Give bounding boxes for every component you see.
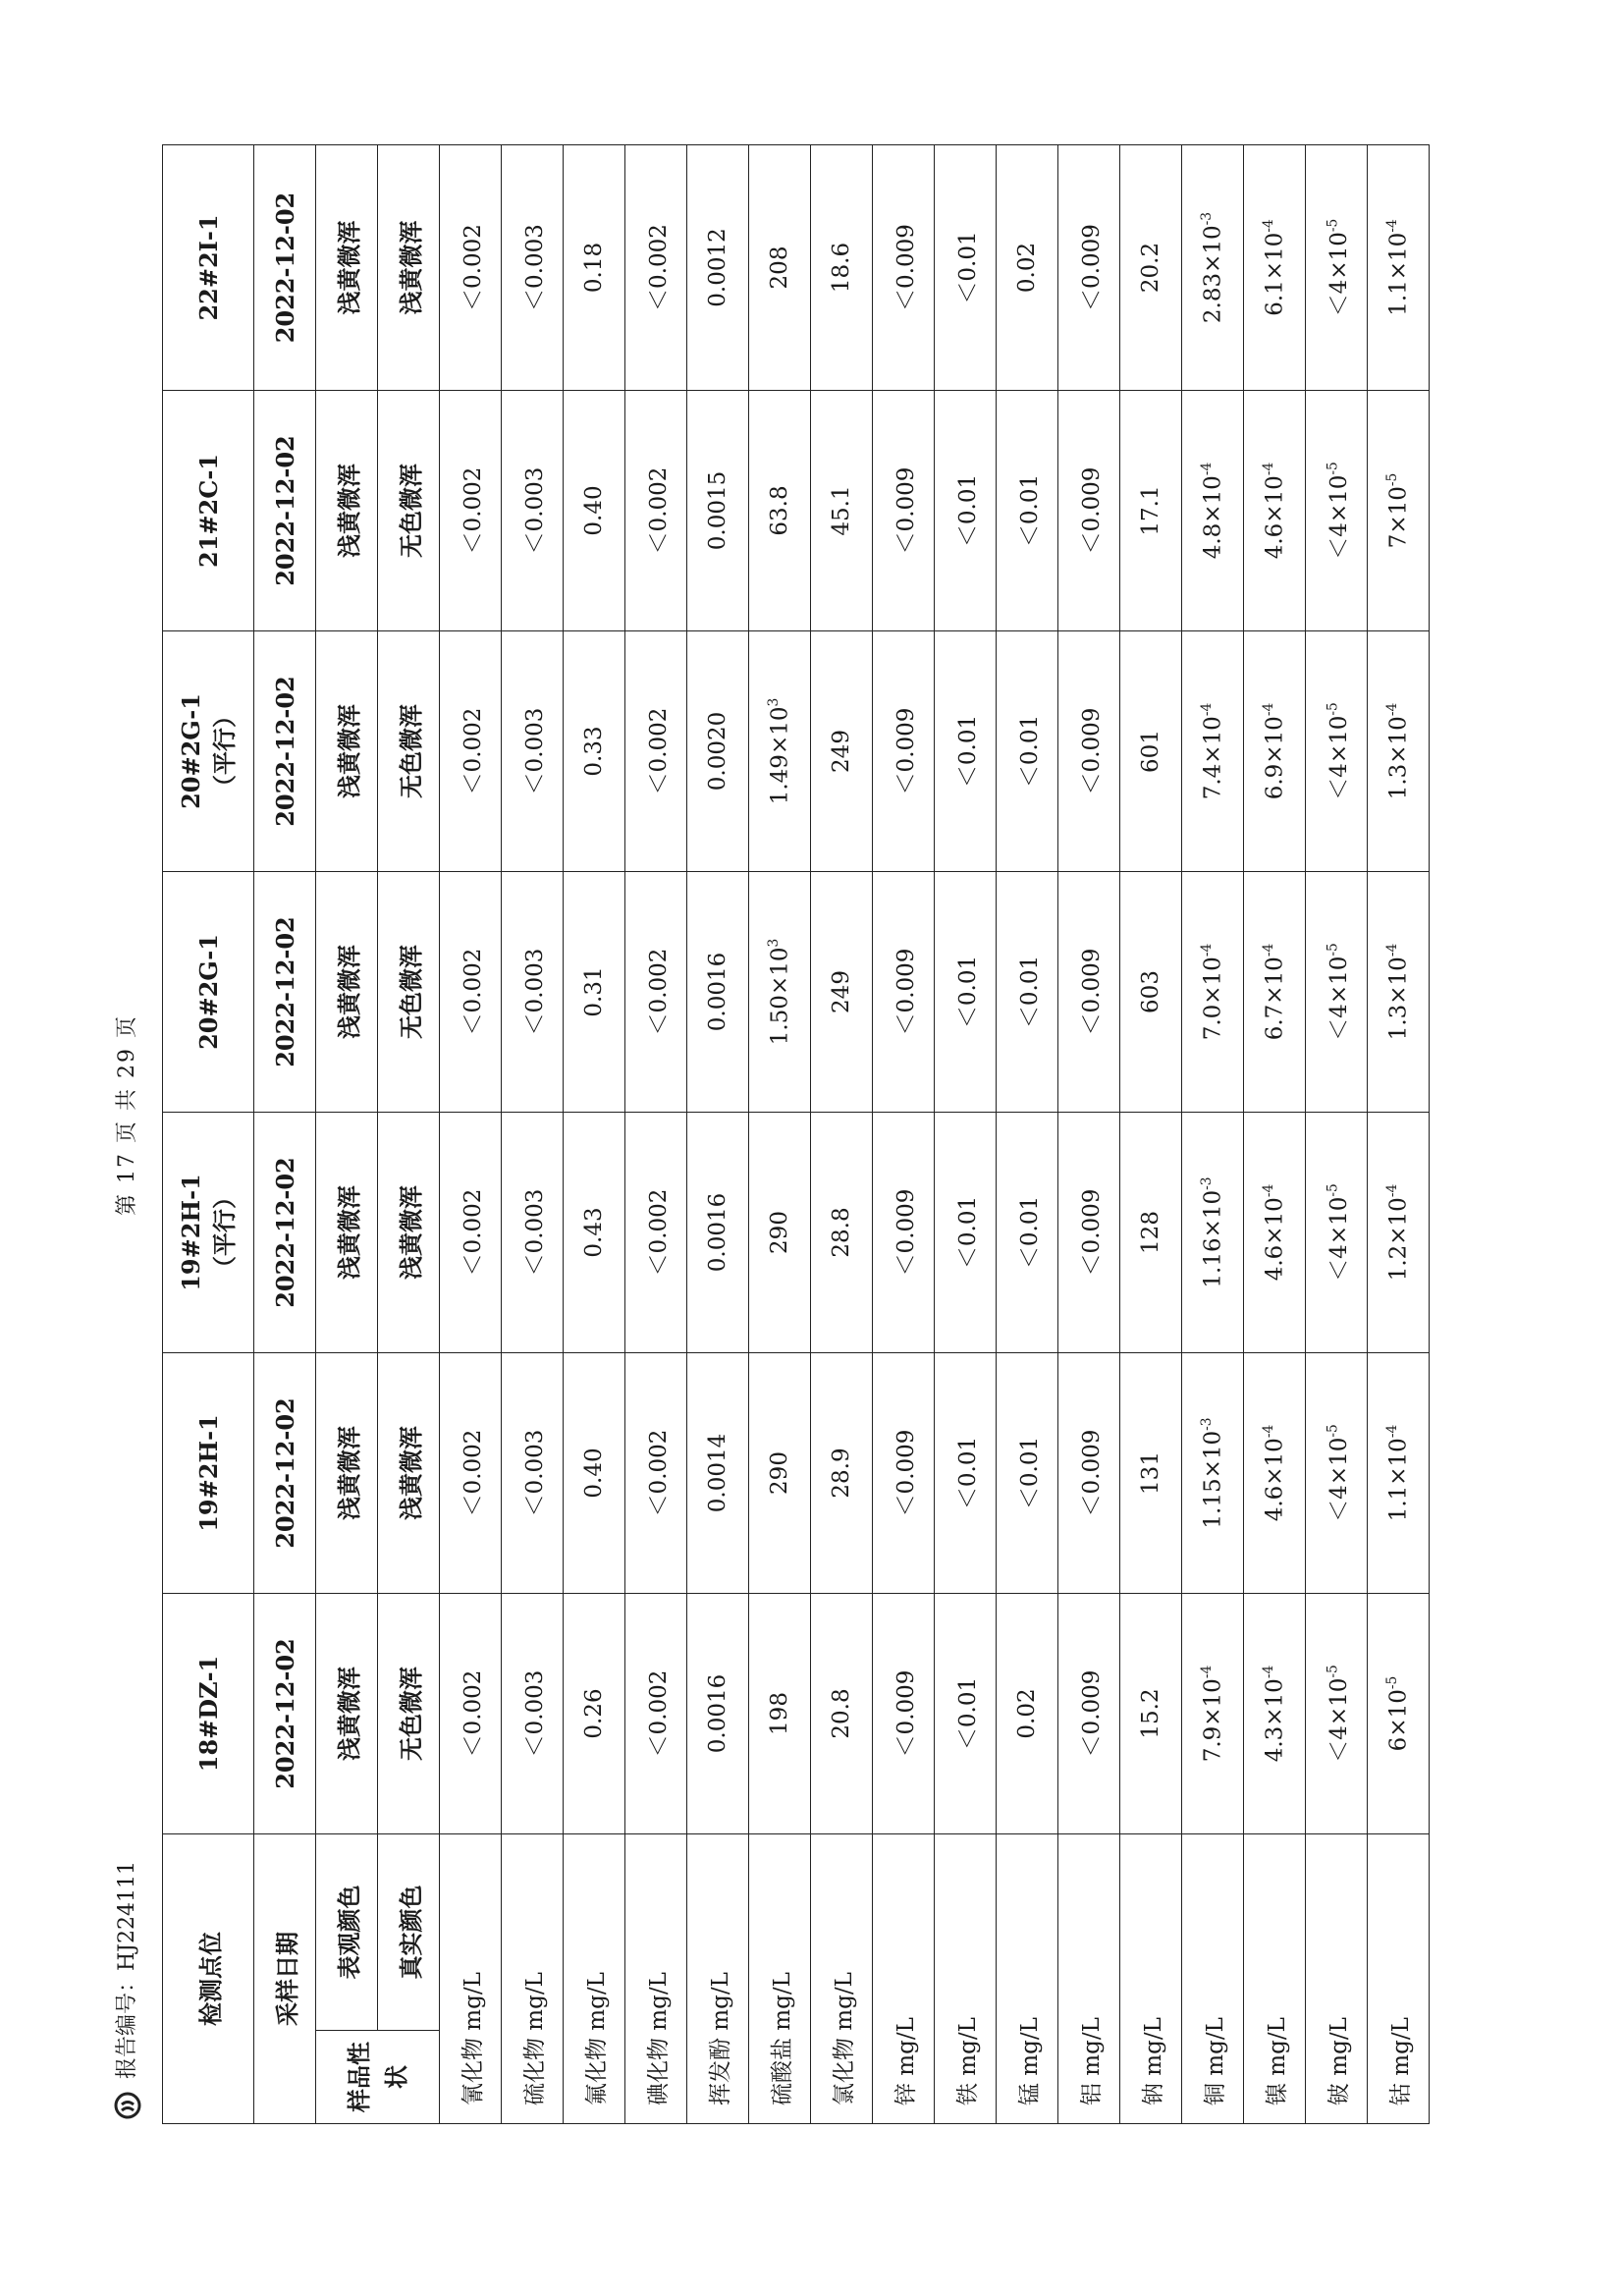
value-mantissa: 6.1×10 bbox=[1262, 232, 1288, 316]
value-cell: ＜0.003 bbox=[502, 391, 564, 631]
true-color-cell: 无色微浑 bbox=[378, 872, 440, 1113]
value-cell: 0.40 bbox=[564, 391, 625, 631]
location-name: 19#2H-1 bbox=[177, 1174, 205, 1291]
table-row bbox=[811, 145, 873, 2124]
value-mantissa: ＜4×10 bbox=[1325, 1677, 1352, 1763]
apparent-color-cell: 浅黄微浑 bbox=[316, 1353, 378, 1594]
value-cell: ＜0.009 bbox=[873, 1113, 935, 1353]
value-cell: 0.0016 bbox=[687, 1113, 749, 1353]
parameter-label: 氰化物 mg/L bbox=[440, 1834, 502, 2124]
value-cell: 15.2 bbox=[1120, 1594, 1182, 1834]
value-cell: ＜0.002 bbox=[625, 631, 687, 872]
value-cell: ＜0.003 bbox=[502, 1594, 564, 1834]
value-mantissa: 63.8 bbox=[767, 485, 792, 536]
value-exponent: 3 bbox=[766, 938, 783, 948]
value-cell bbox=[1306, 872, 1368, 1113]
value-cell bbox=[1244, 872, 1306, 1113]
value-mantissa: ＜4×10 bbox=[1325, 1437, 1352, 1522]
value-cell bbox=[1244, 1113, 1306, 1353]
value-cell: 0.26 bbox=[564, 1594, 625, 1834]
value-cell bbox=[1306, 1594, 1368, 1834]
table-row bbox=[749, 145, 811, 2124]
value-cell: ＜0.003 bbox=[502, 1113, 564, 1353]
value-mantissa: ＜4×10 bbox=[1325, 1196, 1352, 1282]
value-cell: ＜0.002 bbox=[625, 1353, 687, 1594]
value-mantissa: 6.9×10 bbox=[1262, 716, 1288, 800]
value-mantissa: 4.6×10 bbox=[1262, 475, 1288, 560]
value-cell: ＜0.002 bbox=[440, 1113, 502, 1353]
table-row bbox=[1120, 145, 1182, 2124]
value-exponent: -4 bbox=[1384, 1424, 1401, 1439]
value-mantissa: 1.49×10 bbox=[767, 706, 793, 805]
value-cell bbox=[1182, 1353, 1244, 1594]
parameter-label: 锰 mg/L bbox=[997, 1834, 1058, 2124]
value-cell bbox=[1244, 1594, 1306, 1834]
value-cell: 249 bbox=[811, 631, 873, 872]
parameter-label: 硫酸盐 mg/L bbox=[749, 1834, 811, 2124]
value-exponent: 3 bbox=[766, 697, 783, 707]
value-cell: ＜0.01 bbox=[997, 391, 1058, 631]
value-cell: ＜0.003 bbox=[502, 631, 564, 872]
value-exponent: -5 bbox=[1324, 943, 1340, 957]
value-mantissa: 4.3×10 bbox=[1262, 1678, 1288, 1763]
location-label: 检测点位 bbox=[163, 1834, 254, 2124]
apparent-color-cell: 浅黄微浑 bbox=[316, 145, 378, 391]
value-cell: 20.2 bbox=[1120, 145, 1182, 391]
parameter-label: 氯化物 mg/L bbox=[811, 1834, 873, 2124]
value-exponent: -4 bbox=[1261, 462, 1277, 476]
location-sub: （平行） bbox=[210, 704, 239, 798]
value-mantissa: ＜4×10 bbox=[1325, 474, 1352, 560]
table-row bbox=[502, 145, 564, 2124]
value-cell bbox=[1182, 1594, 1244, 1834]
value-cell bbox=[1182, 631, 1244, 872]
value-cell bbox=[1368, 1594, 1430, 1834]
value-cell bbox=[749, 1353, 811, 1594]
value-cell: ＜0.009 bbox=[1058, 631, 1120, 872]
parameter-label: 铝 mg/L bbox=[1058, 1834, 1120, 2124]
apparent-color-cell: 浅黄微浑 bbox=[316, 391, 378, 631]
value-cell bbox=[1182, 1113, 1244, 1353]
value-cell: 45.1 bbox=[811, 391, 873, 631]
value-cell: 0.40 bbox=[564, 1353, 625, 1594]
true-color-cell: 无色微浑 bbox=[378, 1594, 440, 1834]
table-row bbox=[1368, 145, 1430, 2124]
location-cell bbox=[163, 1113, 254, 1353]
value-mantissa: ＜4×10 bbox=[1325, 715, 1352, 800]
value-cell: ＜0.009 bbox=[873, 872, 935, 1113]
value-exponent: -5 bbox=[1324, 702, 1340, 716]
apparent-color-cell: 浅黄微浑 bbox=[316, 1594, 378, 1834]
value-exponent: -5 bbox=[1324, 1665, 1340, 1678]
value-cell: ＜0.009 bbox=[1058, 1353, 1120, 1594]
value-cell bbox=[1182, 145, 1244, 391]
value-exponent: -4 bbox=[1261, 1424, 1277, 1439]
value-cell bbox=[1244, 145, 1306, 391]
value-cell: ＜0.009 bbox=[1058, 145, 1120, 391]
location-name: 20#2G-1 bbox=[177, 693, 205, 809]
value-cell bbox=[1368, 872, 1430, 1113]
value-cell: 0.02 bbox=[997, 1594, 1058, 1834]
location-cell bbox=[163, 872, 254, 1113]
value-cell bbox=[1306, 145, 1368, 391]
parameter-label: 钴 mg/L bbox=[1368, 1834, 1430, 2124]
value-exponent: -4 bbox=[1261, 702, 1277, 717]
parameter-label: 硫化物 mg/L bbox=[502, 1834, 564, 2124]
value-mantissa: 1.15×10 bbox=[1200, 1430, 1226, 1529]
table-row bbox=[997, 145, 1058, 2124]
value-cell bbox=[1368, 1353, 1430, 1594]
value-cell bbox=[1368, 391, 1430, 631]
value-exponent: -4 bbox=[1261, 1665, 1277, 1679]
value-cell bbox=[1244, 631, 1306, 872]
location-name: 21#2C-1 bbox=[193, 454, 223, 568]
value-exponent: -4 bbox=[1199, 702, 1216, 717]
value-cell: 0.31 bbox=[564, 872, 625, 1113]
value-mantissa: 2.83×10 bbox=[1200, 225, 1226, 324]
value-exponent: -5 bbox=[1324, 462, 1340, 475]
value-cell: 0.0016 bbox=[687, 1594, 749, 1834]
value-mantissa: 1.16×10 bbox=[1200, 1189, 1226, 1288]
value-exponent: -3 bbox=[1199, 1417, 1216, 1431]
sample-group-label: 样品性状 bbox=[316, 2031, 440, 2124]
value-cell: ＜0.009 bbox=[873, 1353, 935, 1594]
value-cell: ＜0.003 bbox=[502, 145, 564, 391]
value-cell: 20.8 bbox=[811, 1594, 873, 1834]
location-name: 22#2I-1 bbox=[193, 214, 223, 321]
true-color-cell: 浅黄微浑 bbox=[378, 145, 440, 391]
value-cell: ＜0.009 bbox=[873, 391, 935, 631]
table-row bbox=[1058, 145, 1120, 2124]
value-cell bbox=[749, 391, 811, 631]
test-results-table bbox=[162, 144, 1430, 2124]
value-exponent: -5 bbox=[1384, 1675, 1401, 1690]
value-mantissa: 6.7×10 bbox=[1262, 957, 1288, 1041]
value-exponent: -3 bbox=[1199, 211, 1216, 226]
location-cell bbox=[163, 391, 254, 631]
value-mantissa: ＜4×10 bbox=[1325, 232, 1352, 317]
true-color-cell: 无色微浑 bbox=[378, 631, 440, 872]
value-cell: ＜0.009 bbox=[1058, 872, 1120, 1113]
value-mantissa: 7.4×10 bbox=[1200, 716, 1226, 800]
value-cell: 28.9 bbox=[811, 1353, 873, 1594]
value-cell: ＜0.01 bbox=[935, 391, 997, 631]
parameter-label: 铜 mg/L bbox=[1182, 1834, 1244, 2124]
value-cell: ＜0.009 bbox=[1058, 1113, 1120, 1353]
company-logo-icon bbox=[114, 2092, 141, 2119]
value-mantissa: 208 bbox=[767, 246, 792, 290]
value-cell: ＜0.002 bbox=[440, 1353, 502, 1594]
value-cell: ＜0.009 bbox=[873, 145, 935, 391]
table-row bbox=[625, 145, 687, 2124]
value-cell: ＜0.002 bbox=[625, 1113, 687, 1353]
value-exponent: -4 bbox=[1199, 1665, 1216, 1679]
value-cell: ＜0.01 bbox=[935, 1594, 997, 1834]
value-cell bbox=[1306, 631, 1368, 872]
parameter-label: 铁 mg/L bbox=[935, 1834, 997, 2124]
value-cell: 249 bbox=[811, 872, 873, 1113]
value-cell: 0.33 bbox=[564, 631, 625, 872]
location-sub: （平行） bbox=[210, 1185, 239, 1280]
parameter-label: 碘化物 mg/L bbox=[625, 1834, 687, 2124]
value-cell bbox=[1244, 1353, 1306, 1594]
value-cell: ＜0.01 bbox=[935, 872, 997, 1113]
value-mantissa: 4.8×10 bbox=[1200, 475, 1226, 560]
table-row bbox=[1182, 145, 1244, 2124]
parameter-label: 锌 mg/L bbox=[873, 1834, 935, 2124]
report-number: 报告编号：HJ224111 bbox=[115, 1861, 139, 2079]
value-cell: 0.0014 bbox=[687, 1353, 749, 1594]
value-cell bbox=[1306, 391, 1368, 631]
value-cell bbox=[749, 145, 811, 391]
apparent-color-cell: 浅黄微浑 bbox=[316, 872, 378, 1113]
value-exponent: -5 bbox=[1384, 472, 1401, 487]
value-cell: ＜0.002 bbox=[625, 145, 687, 391]
location-cell bbox=[163, 145, 254, 391]
value-cell: ＜0.002 bbox=[440, 631, 502, 872]
table-row bbox=[935, 145, 997, 2124]
value-cell: ＜0.003 bbox=[502, 872, 564, 1113]
value-exponent: -4 bbox=[1384, 1183, 1401, 1198]
table-row bbox=[564, 145, 625, 2124]
value-mantissa: 198 bbox=[767, 1692, 792, 1735]
value-cell: 17.1 bbox=[1120, 391, 1182, 631]
value-cell: ＜0.002 bbox=[440, 391, 502, 631]
parameter-label: 挥发酚 mg/L bbox=[687, 1834, 749, 2124]
value-mantissa: 290 bbox=[767, 1451, 792, 1495]
value-cell: ＜0.009 bbox=[1058, 1594, 1120, 1834]
value-cell: ＜0.002 bbox=[440, 1594, 502, 1834]
table-row bbox=[1244, 145, 1306, 2124]
value-exponent: -4 bbox=[1384, 219, 1401, 233]
value-cell: ＜0.009 bbox=[873, 631, 935, 872]
date-cell: 2022-12-02 bbox=[254, 1594, 316, 1834]
location-cell bbox=[163, 1353, 254, 1594]
apparent-color-row bbox=[316, 145, 378, 2124]
value-exponent: -4 bbox=[1199, 943, 1216, 957]
value-cell bbox=[749, 1594, 811, 1834]
value-mantissa: 7.9×10 bbox=[1200, 1678, 1226, 1763]
value-cell: 28.8 bbox=[811, 1113, 873, 1353]
value-exponent: -5 bbox=[1324, 1424, 1340, 1438]
value-cell bbox=[1306, 1113, 1368, 1353]
value-cell bbox=[1368, 631, 1430, 872]
date-cell: 2022-12-02 bbox=[254, 391, 316, 631]
value-exponent: -4 bbox=[1261, 1183, 1277, 1198]
value-exponent: -4 bbox=[1384, 943, 1401, 957]
value-cell bbox=[749, 631, 811, 872]
value-cell: 0.02 bbox=[997, 145, 1058, 391]
parameter-label: 氟化物 mg/L bbox=[564, 1834, 625, 2124]
value-mantissa: 6×10 bbox=[1385, 1689, 1412, 1752]
value-mantissa: 1.2×10 bbox=[1385, 1197, 1412, 1282]
location-cell bbox=[163, 631, 254, 872]
value-cell bbox=[749, 1113, 811, 1353]
true-color-label: 真实颜色 bbox=[378, 1834, 440, 2031]
value-cell: 0.0016 bbox=[687, 872, 749, 1113]
value-cell: 0.18 bbox=[564, 145, 625, 391]
value-cell: ＜0.01 bbox=[997, 872, 1058, 1113]
value-cell: 18.6 bbox=[811, 145, 873, 391]
value-mantissa: 290 bbox=[767, 1211, 792, 1254]
report-header bbox=[110, 1861, 141, 2119]
value-cell: 0.0012 bbox=[687, 145, 749, 391]
location-cell bbox=[163, 1594, 254, 1834]
date-cell: 2022-12-02 bbox=[254, 1113, 316, 1353]
value-cell: ＜0.009 bbox=[873, 1594, 935, 1834]
value-exponent: -4 bbox=[1199, 462, 1216, 476]
date-row bbox=[254, 145, 316, 2124]
value-mantissa: 1.50×10 bbox=[767, 947, 793, 1046]
value-mantissa: 4.6×10 bbox=[1262, 1438, 1288, 1522]
value-cell: 128 bbox=[1120, 1113, 1182, 1353]
value-cell: ＜0.002 bbox=[440, 145, 502, 391]
date-cell: 2022-12-02 bbox=[254, 872, 316, 1113]
table-row bbox=[1306, 145, 1368, 2124]
date-cell: 2022-12-02 bbox=[254, 1353, 316, 1594]
table-row bbox=[440, 145, 502, 2124]
value-exponent: -4 bbox=[1261, 943, 1277, 957]
value-cell bbox=[1182, 872, 1244, 1113]
value-exponent: -4 bbox=[1261, 219, 1277, 233]
value-cell bbox=[1306, 1353, 1368, 1594]
value-cell: 131 bbox=[1120, 1353, 1182, 1594]
value-cell: ＜0.009 bbox=[1058, 391, 1120, 631]
value-cell bbox=[1368, 145, 1430, 391]
value-cell: ＜0.002 bbox=[625, 391, 687, 631]
location-name: 20#2G-1 bbox=[193, 934, 223, 1050]
table-row bbox=[687, 145, 749, 2124]
value-cell: ＜0.002 bbox=[625, 1594, 687, 1834]
true-color-row bbox=[378, 145, 440, 2124]
value-cell bbox=[1244, 391, 1306, 631]
value-cell: 0.0015 bbox=[687, 391, 749, 631]
value-mantissa: 7×10 bbox=[1385, 486, 1412, 549]
value-mantissa: 7.0×10 bbox=[1200, 957, 1226, 1041]
value-mantissa: 1.3×10 bbox=[1385, 716, 1412, 800]
apparent-color-cell: 浅黄微浑 bbox=[316, 631, 378, 872]
value-mantissa: 4.6×10 bbox=[1262, 1197, 1288, 1282]
true-color-cell: 浅黄微浑 bbox=[378, 1353, 440, 1594]
location-header-row bbox=[163, 145, 254, 2124]
value-cell bbox=[1368, 1113, 1430, 1353]
value-mantissa: 1.1×10 bbox=[1385, 232, 1412, 316]
value-mantissa: 1.1×10 bbox=[1385, 1438, 1412, 1522]
value-exponent: -4 bbox=[1384, 702, 1401, 717]
value-cell: ＜0.01 bbox=[997, 631, 1058, 872]
value-cell bbox=[749, 872, 811, 1113]
parameter-label: 镍 mg/L bbox=[1244, 1834, 1306, 2124]
value-cell: 603 bbox=[1120, 872, 1182, 1113]
value-cell: 601 bbox=[1120, 631, 1182, 872]
location-name: 18#DZ-1 bbox=[193, 1655, 223, 1773]
value-cell: ＜0.003 bbox=[502, 1353, 564, 1594]
value-cell: ＜0.01 bbox=[935, 1353, 997, 1594]
value-cell: 0.43 bbox=[564, 1113, 625, 1353]
value-cell: ＜0.01 bbox=[935, 1113, 997, 1353]
true-color-cell: 无色微浑 bbox=[378, 391, 440, 631]
value-cell: 0.0020 bbox=[687, 631, 749, 872]
table-row bbox=[873, 145, 935, 2124]
value-cell: ＜0.002 bbox=[440, 872, 502, 1113]
value-cell: ＜0.01 bbox=[997, 1113, 1058, 1353]
date-label: 采样日期 bbox=[254, 1834, 316, 2124]
value-cell: ＜0.002 bbox=[625, 872, 687, 1113]
page-number: 第 17 页 共 29 页 bbox=[115, 1014, 139, 1216]
value-cell bbox=[1182, 391, 1244, 631]
value-cell: ＜0.01 bbox=[997, 1353, 1058, 1594]
value-cell: ＜0.01 bbox=[935, 145, 997, 391]
value-mantissa: ＜4×10 bbox=[1325, 956, 1352, 1041]
value-exponent: -5 bbox=[1324, 1183, 1340, 1197]
location-name: 19#2H-1 bbox=[193, 1414, 223, 1532]
date-cell: 2022-12-02 bbox=[254, 631, 316, 872]
true-color-cell: 浅黄微浑 bbox=[378, 1113, 440, 1353]
value-mantissa: 1.3×10 bbox=[1385, 957, 1412, 1041]
apparent-color-cell: 浅黄微浑 bbox=[316, 1113, 378, 1353]
value-exponent: -3 bbox=[1199, 1176, 1216, 1190]
date-cell: 2022-12-02 bbox=[254, 145, 316, 391]
value-cell: ＜0.01 bbox=[935, 631, 997, 872]
value-exponent: -5 bbox=[1324, 218, 1340, 233]
parameter-label: 铍 mg/L bbox=[1306, 1834, 1368, 2124]
apparent-color-label: 表观颜色 bbox=[316, 1834, 378, 2031]
parameter-label: 钠 mg/L bbox=[1120, 1834, 1182, 2124]
